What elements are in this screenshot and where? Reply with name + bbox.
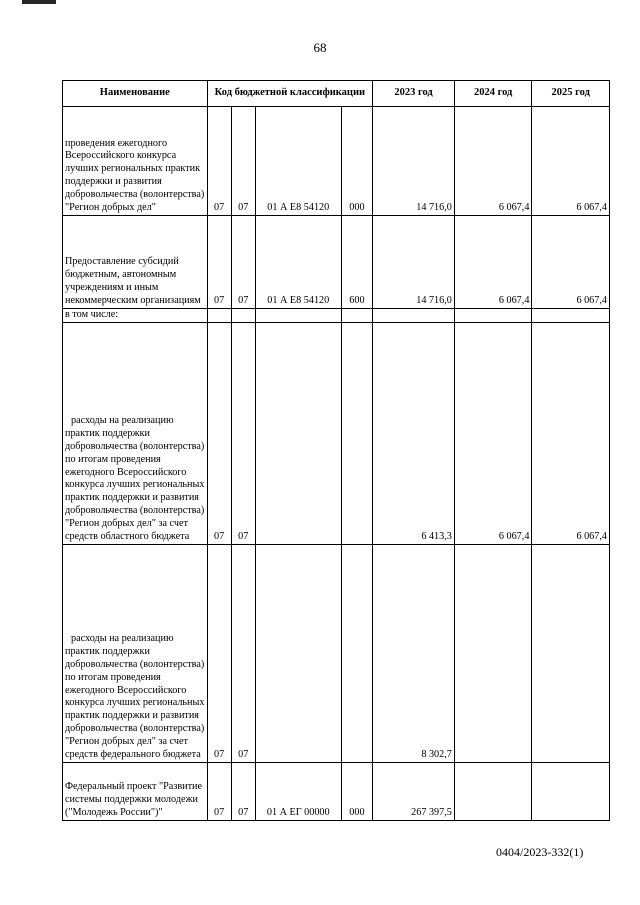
row-value-2024: 6 067,4: [454, 216, 532, 309]
table-header-row: [63, 81, 610, 107]
scan-artifact: [22, 0, 56, 4]
header-2024: 2024 год: [454, 81, 532, 107]
header-2023: 2023 год: [373, 81, 455, 107]
row-value-2025: 6 067,4: [532, 323, 610, 545]
row-expense-type: 600: [341, 216, 372, 309]
budget-table: [62, 80, 610, 821]
row-target-article: [255, 309, 341, 323]
table-row: [63, 545, 610, 763]
table-row: [63, 216, 610, 309]
header-budget-code: Код бюджетной классификации: [207, 81, 373, 107]
row-subsection: 07: [231, 545, 255, 763]
row-subsection: [231, 309, 255, 323]
row-value-2025: 6 067,4: [532, 107, 610, 216]
row-value-2025: [532, 309, 610, 323]
row-expense-type: [341, 309, 372, 323]
table-row: [63, 107, 610, 216]
row-value-2024: [454, 545, 532, 763]
row-expense-type: [341, 323, 372, 545]
row-value-2024: 6 067,4: [454, 107, 532, 216]
table-row: [63, 323, 610, 545]
row-name: Предоставление субсидий бюджетным, автономным учреждениям и иным некоммерческим организациям: [63, 216, 208, 309]
row-target-article: [255, 323, 341, 545]
row-value-2023: 6 413,3: [373, 323, 455, 545]
row-expense-type: [341, 545, 372, 763]
row-value-2025: 6 067,4: [532, 216, 610, 309]
row-name: расходы на реализацию практик поддержки добровольчества (волонтерства) по итогам проведения ежегодного Всероссийского конкурса лучших региональных практик поддержки и развития добровольчества (волонтерства) "Регион добрых дел" за счет средств областного бюджета: [63, 323, 208, 545]
row-target-article: 01 А Е8 54120: [255, 216, 341, 309]
table-row: [63, 763, 610, 821]
document-code: 0404/2023-332(1): [496, 845, 584, 859]
row-value-2024: 6 067,4: [454, 323, 532, 545]
row-section: 07: [207, 107, 231, 216]
row-value-2024: [454, 763, 532, 821]
header-2025: 2025 год: [532, 81, 610, 107]
row-name: Федеральный проект "Развитие системы поддержки молодежи ("Молодежь России")": [63, 763, 208, 821]
table-row: [63, 309, 610, 323]
row-section: 07: [207, 323, 231, 545]
row-value-2025: [532, 545, 610, 763]
row-target-article: [255, 545, 341, 763]
header-name: Наименование: [63, 81, 208, 107]
row-value-2024: [454, 309, 532, 323]
row-section: 07: [207, 763, 231, 821]
row-name: проведения ежегодного Всероссийского конкурса лучших региональных практик поддержки и развития добровольчества (волонтерства) "Регион добрых дел": [63, 107, 208, 216]
row-value-2023: [373, 309, 455, 323]
row-value-2023: 267 397,5: [373, 763, 455, 821]
row-value-2023: 14 716,0: [373, 107, 455, 216]
row-section: [207, 309, 231, 323]
row-expense-type: 000: [341, 763, 372, 821]
row-subsection: 07: [231, 107, 255, 216]
row-subsection: 07: [231, 323, 255, 545]
row-section: 07: [207, 216, 231, 309]
row-value-2025: [532, 763, 610, 821]
row-target-article: 01 А ЕГ 00000: [255, 763, 341, 821]
row-subsection: 07: [231, 216, 255, 309]
row-name: расходы на реализацию практик поддержки добровольчества (волонтерства) по итогам проведения ежегодного Всероссийского конкурса лучших региональных практик поддержки и развития добровольчества (волонтерства) "Регион добрых дел" за счет средств федерального бюджета: [63, 545, 208, 763]
row-name: в том числе:: [63, 309, 208, 323]
row-subsection: 07: [231, 763, 255, 821]
page-number: 68: [313, 40, 327, 55]
row-expense-type: 000: [341, 107, 372, 216]
row-value-2023: 14 716,0: [373, 216, 455, 309]
row-section: 07: [207, 545, 231, 763]
row-target-article: 01 А Е8 54120: [255, 107, 341, 216]
row-value-2023: 8 302,7: [373, 545, 455, 763]
